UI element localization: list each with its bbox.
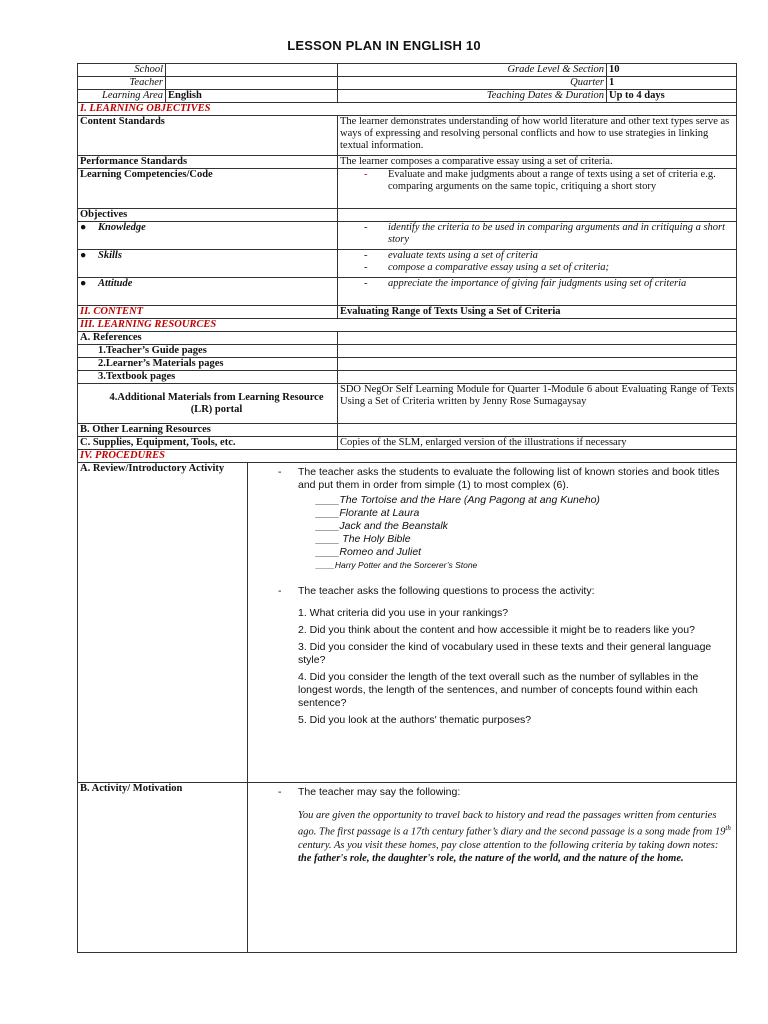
activity-motivation-cell: - The teacher may say the following: You are given the opportunity to travel back to history and read the passages written from centuries ago. The first passage is a 17th century father’s diary and the second passage is a song made from 19th century. As you visit these homes, pay close attention to the following criteria by taking down notes: the father's role, the daughter's role, the nature of the world, and the nature of the home. (248, 783, 737, 953)
performance-standards-text: The learner composes a comparative essay using a set of criteria. (338, 156, 737, 169)
content-topic: Evaluating Range of Texts Using a Set of Criteria (338, 306, 737, 319)
tg-pages-value (338, 345, 737, 358)
question-item: 5. Did you look at the authors' thematic purposes? (298, 714, 532, 726)
competency-text: Evaluate and make judgments about a range of texts using a set of criteria e.g. comparing arguments on the same topic, critiquing a short story (388, 169, 716, 192)
attitude-text: appreciate the importance of giving fair judgments using set of criteria (388, 278, 687, 289)
school-value (166, 64, 338, 77)
question-item: 2. Did you think about the content and how accessible it might be to readers like you? (298, 624, 695, 636)
supplies-text: Copies of the SLM, enlarged version of the illustrations if necessary (338, 437, 737, 450)
lm-pages-value (338, 358, 737, 371)
textbook-pages-label: 3.Textbook pages (78, 371, 338, 384)
knowledge-text: identify the criteria to be used in comparing arguments and in critiquing a short story (388, 222, 726, 245)
lesson-plan-sheet (77, 63, 736, 953)
objectives-empty (338, 209, 737, 222)
knowledge-text-cell: - identify the criteria to be used in comparing arguments and in critiquing a short story (338, 222, 737, 250)
motivation-quote (250, 809, 734, 865)
process-intro: The teacher asks the following questions to process the activity: (298, 585, 595, 597)
activity-motivation-label: B. Activity/ Motivation (78, 783, 248, 953)
story-item: ____ The Holy Bible (316, 533, 411, 545)
competency-label: Learning Competencies/Code (78, 169, 338, 209)
other-resources-label: B. Other Learning Resources (78, 424, 338, 437)
skills-label: Skills (98, 250, 122, 261)
quote-part-2: century. As you visit these homes, pay close attention to the following criteria by taking down notes: (298, 839, 719, 851)
story-item: ____Harry Potter and the Sorcerer’s Stone (316, 560, 478, 570)
competency-cell: - Evaluate and make judgments about a range of texts using a set of criteria e.g. comparing arguments on the same topic, critiquing a short story (338, 169, 737, 209)
motivation-intro: The teacher may say the following: (298, 786, 461, 798)
content-standards-label: Content Standards (78, 116, 338, 156)
knowledge-cell (78, 222, 338, 250)
section-procedures-heading: IV. PROCEDURES (78, 450, 737, 463)
bullet-icon: ● (80, 222, 87, 233)
story-item: ____Florante at Laura (316, 507, 420, 519)
grade-value: 10 (607, 64, 737, 77)
dates-value: Up to 4 days (607, 90, 737, 103)
grade-label: Grade Level & Section (338, 64, 607, 77)
objectives-label: Objectives (78, 209, 338, 222)
bullet-icon: ● (80, 278, 87, 289)
quarter-label: Quarter (338, 77, 607, 90)
question-item: 1. What criteria did you use in your rankings? (298, 607, 509, 619)
quarter-value: 1 (607, 77, 737, 90)
other-resources-value (338, 424, 737, 437)
lr-portal-text: SDO NegOr Self Learning Module for Quarter 1-Module 6 about Evaluating Range of Texts Using a Set of Criteria written by Jenny Rose Sumagaysay (338, 384, 737, 424)
area-value: English (166, 90, 338, 103)
review-activity-label: A. Review/Introductory Activity (78, 463, 248, 783)
question-item: 4. Did you consider the length of the text overall such as the number of syllables in the longest words, the length of the sentences, and number of concepts found within each sentence? (298, 671, 699, 709)
lesson-plan-upper-table (77, 63, 737, 463)
school-label: School (78, 64, 166, 77)
quote-part-1: You are given the opportunity to travel back to history and read the passages written from centuries ago. The first passage is a 17th century father’s diary and the second passage is a song made from 19 (298, 810, 726, 838)
attitude-cell (78, 278, 338, 306)
section-objectives-heading: I. LEARNING OBJECTIVES (78, 103, 737, 116)
lm-pages-label: 2.Learner’s Materials pages (78, 358, 338, 371)
tg-pages-label: 1.Teacher’s Guide pages (78, 345, 338, 358)
skills-text-cell: - evaluate texts using a set of criteria - compose a comparative essay using a set of criteria; (338, 250, 737, 278)
story-item: ____Romeo and Juliet (316, 546, 422, 558)
lr-portal-label: 4.Additional Materials from Learning Resource (LR) portal (78, 384, 338, 424)
attitude-label: Attitude (98, 278, 133, 289)
skills-text-1: evaluate texts using a set of criteria (388, 250, 538, 261)
teacher-label: Teacher (78, 77, 166, 90)
procedures-table (77, 462, 737, 953)
section-resources-heading: III. LEARNING RESOURCES (78, 319, 737, 332)
attitude-text-cell: - appreciate the importance of giving fair judgments using set of criteria (338, 278, 737, 306)
question-item: 3. Did you consider the kind of vocabulary used in these texts and their general language style? (298, 641, 712, 666)
skills-cell (78, 250, 338, 278)
teacher-value (166, 77, 338, 90)
dates-label: Teaching Dates & Duration (338, 90, 607, 103)
references-empty (338, 332, 737, 345)
skills-text-2: compose a comparative essay using a set of criteria; (388, 262, 610, 273)
knowledge-label: Knowledge (98, 222, 146, 233)
page-title: LESSON PLAN IN ENGLISH 10 (287, 38, 481, 53)
references-label: A. References (78, 332, 338, 345)
bullet-icon: ● (80, 250, 87, 261)
review-activity-cell: - The teacher asks the students to evaluate the following list of known stories and book titles and put them in order from simple (1) to most complex (6). ____The Tortoise and the Hare (Ang Pagong at ang Kuneho) ____Florante at Laura ____Jack and the Beanstalk ____ The Holy Bible ____Romeo and Juliet ____Harry Potter and the Sorcerer’s Stone - The teacher asks the following questions to process the activity: 1. What criteria did you use in your rankings? 2. Did you think about the content and how accessible it might be to readers like you? 3. Did you consider the kind of vocabulary used in these texts and their general language style? 4. Did you consider the length of the text overall such as the number of syllables in the longest words, the length of the sentences, and number of concepts found within each sentence? 5. Did you look at the authors' thematic purposes? (248, 463, 737, 783)
performance-standards-label: Performance Standards (78, 156, 338, 169)
story-item: ____The Tortoise and the Hare (Ang Pagong at ang Kuneho) (316, 494, 600, 506)
quote-criteria: the father's role, the daughter's role, the nature of the world, and the nature of the home. (298, 852, 684, 864)
content-standards-text: The learner demonstrates understanding of how world literature and other text types serve as ways of expressing and resolving personal conflicts and how to use strategies in linking textual information. (338, 116, 737, 156)
section-content-heading: II. CONTENT (78, 306, 338, 319)
textbook-pages-value (338, 371, 737, 384)
review-intro: The teacher asks the students to evaluate the following list of known stories and book titles and put them in order from simple (1) to most complex (6). (298, 466, 720, 491)
area-label: Learning Area (78, 90, 166, 103)
quote-superscript: th (725, 824, 731, 832)
story-item: ____Jack and the Beanstalk (316, 520, 448, 532)
supplies-label: C. Supplies, Equipment, Tools, etc. (78, 437, 338, 450)
